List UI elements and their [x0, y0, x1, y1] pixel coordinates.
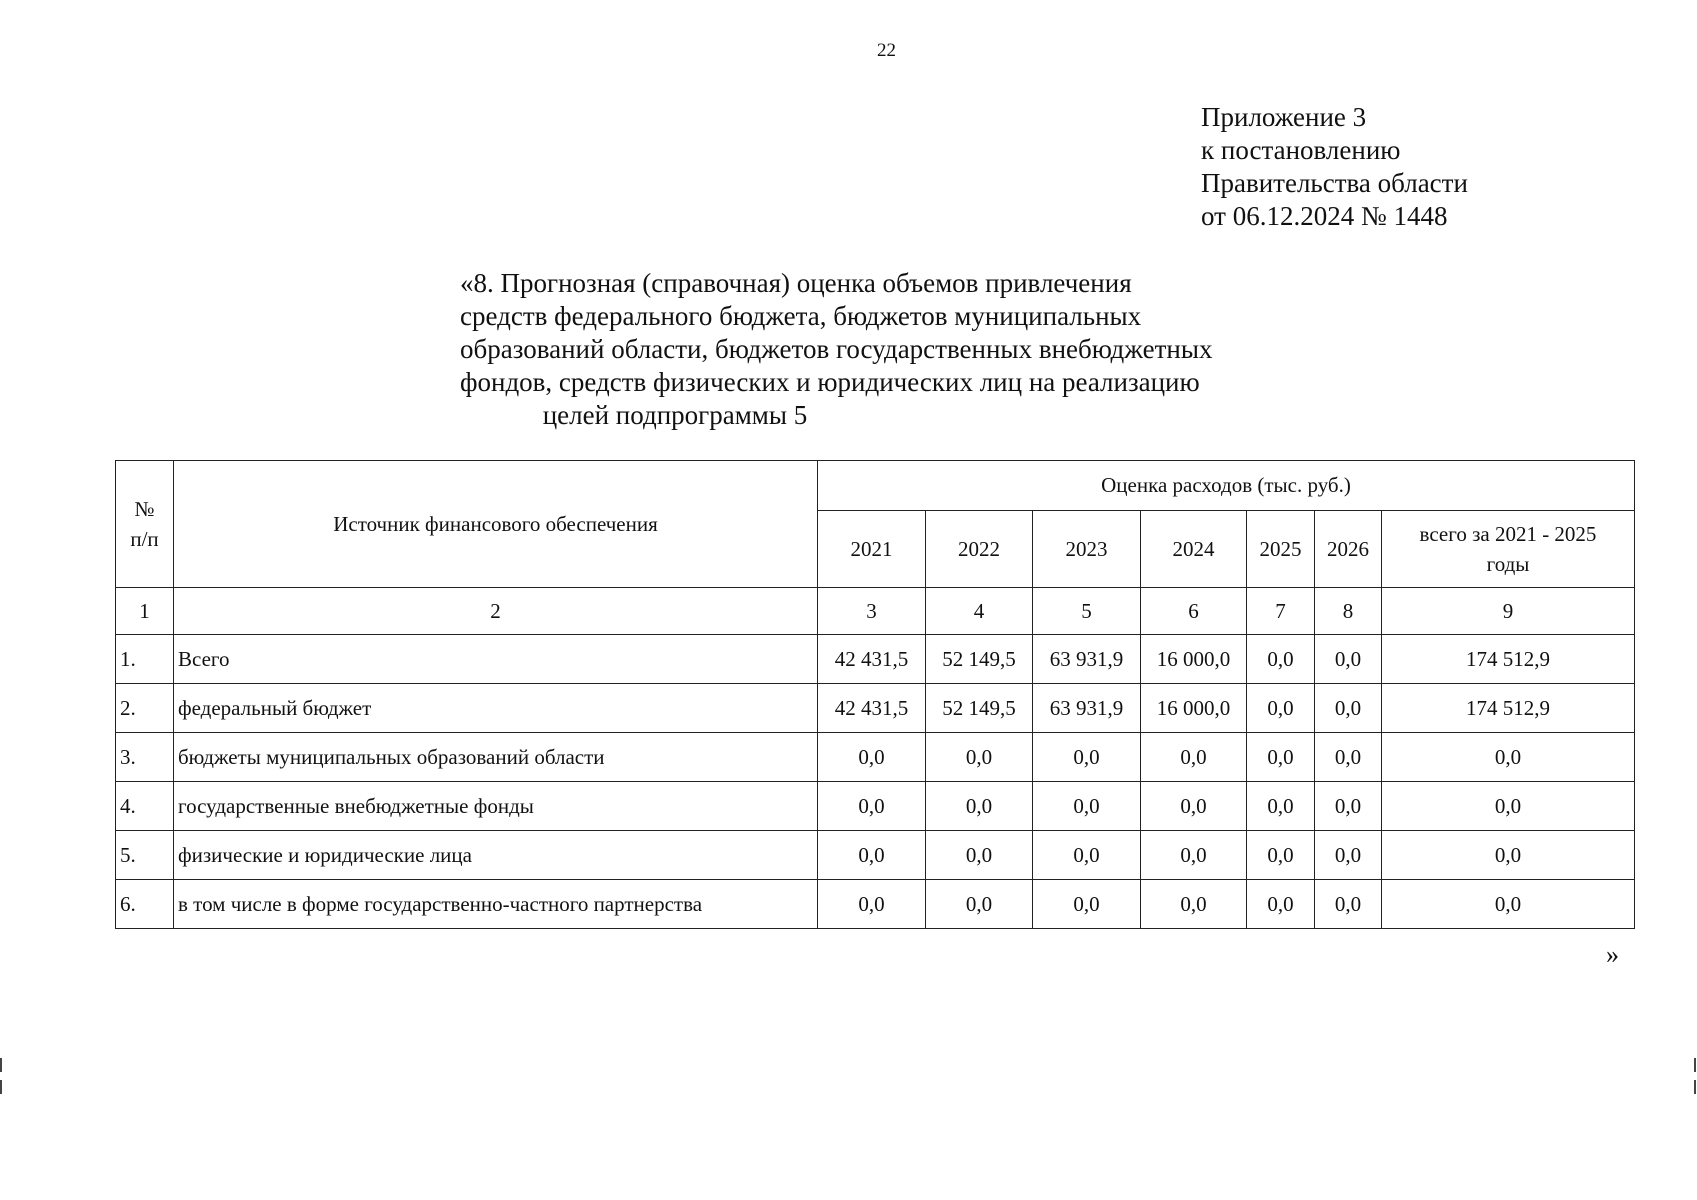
- row-number: 6.: [116, 880, 174, 929]
- value-cell: 0,0: [1033, 831, 1141, 880]
- row-number: 5.: [116, 831, 174, 880]
- header-year: 2023: [1033, 511, 1141, 588]
- value-cell: 0,0: [1315, 733, 1382, 782]
- value-cell: 0,0: [1315, 880, 1382, 929]
- value-cell: 0,0: [818, 880, 926, 929]
- header-year: 2022: [926, 511, 1033, 588]
- value-cell: 16 000,0: [1141, 635, 1247, 684]
- value-cell: 63 931,9: [1033, 684, 1141, 733]
- header-source: Источник финансового обеспечения: [174, 461, 818, 588]
- value-cell: 63 931,9: [1033, 635, 1141, 684]
- value-cell: 0,0: [1315, 831, 1382, 880]
- value-cell: 0,0: [1315, 782, 1382, 831]
- funding-table: [115, 460, 1635, 929]
- header-row: [116, 461, 1635, 511]
- table-row: [116, 684, 1635, 733]
- value-cell: 0,0: [1141, 880, 1247, 929]
- column-index: 3: [818, 588, 926, 635]
- value-cell: 0,0: [1315, 684, 1382, 733]
- value-cell: 42 431,5: [818, 684, 926, 733]
- value-cell: 0,0: [1315, 635, 1382, 684]
- column-index: 9: [1382, 588, 1635, 635]
- appendix-header: [1201, 101, 1468, 233]
- value-cell: 42 431,5: [818, 635, 926, 684]
- title-line: фондов, средств физических и юридических лиц на реализацию: [460, 367, 1200, 397]
- value-cell: 0,0: [1033, 782, 1141, 831]
- value-cell: 0,0: [1141, 782, 1247, 831]
- value-cell: 0,0: [1033, 733, 1141, 782]
- value-cell: 0,0: [1247, 635, 1315, 684]
- scan-edge-mark: [1694, 1080, 1696, 1094]
- header-total: [1382, 511, 1635, 588]
- row-number: 2.: [116, 684, 174, 733]
- title-line: целей подпрограммы 5: [542, 400, 808, 430]
- document-title: [460, 267, 1213, 432]
- column-index: 2: [174, 588, 818, 635]
- value-cell: 0,0: [818, 782, 926, 831]
- header-number-abbr: п/п: [130, 527, 159, 551]
- scan-edge-mark: [0, 1080, 2, 1094]
- value-cell: 0,0: [1247, 733, 1315, 782]
- value-cell: 0,0: [818, 733, 926, 782]
- total-cell: 174 512,9: [1382, 635, 1635, 684]
- value-cell: 0,0: [1141, 831, 1247, 880]
- total-cell: 0,0: [1382, 880, 1635, 929]
- row-number: 4.: [116, 782, 174, 831]
- row-source: физические и юридические лица: [174, 831, 818, 880]
- value-cell: 0,0: [1247, 782, 1315, 831]
- closing-quote: »: [1606, 940, 1619, 969]
- row-source: государственные внебюджетные фонды: [174, 782, 818, 831]
- column-index: 8: [1315, 588, 1382, 635]
- scan-edge-mark: [0, 1058, 2, 1072]
- column-index: 4: [926, 588, 1033, 635]
- header-number: [116, 461, 174, 588]
- value-cell: 0,0: [926, 831, 1033, 880]
- value-cell: 52 149,5: [926, 684, 1033, 733]
- table-row: [116, 880, 1635, 929]
- title-line: средств федерального бюджета, бюджетов муниципальных: [460, 301, 1142, 331]
- table-row: [116, 635, 1635, 684]
- header-total-line: годы: [1486, 552, 1530, 576]
- column-index-row: [116, 588, 1635, 635]
- row-source: в том числе в форме государственно-частного партнерства: [174, 880, 818, 929]
- value-cell: 0,0: [926, 782, 1033, 831]
- header-year: 2025: [1247, 511, 1315, 588]
- column-index: 6: [1141, 588, 1247, 635]
- row-source: федеральный бюджет: [174, 684, 818, 733]
- header-year: 2026: [1315, 511, 1382, 588]
- column-index: 7: [1247, 588, 1315, 635]
- row-source: Всего: [174, 635, 818, 684]
- value-cell: 16 000,0: [1141, 684, 1247, 733]
- value-cell: 0,0: [1141, 733, 1247, 782]
- scan-edge-mark: [1694, 1058, 1696, 1072]
- value-cell: 0,0: [818, 831, 926, 880]
- total-cell: 0,0: [1382, 831, 1635, 880]
- appendix-line: от 06.12.2024 № 1448: [1201, 201, 1448, 231]
- header-year: 2024: [1141, 511, 1247, 588]
- column-index: 1: [116, 588, 174, 635]
- page-number: 22: [877, 40, 896, 61]
- value-cell: 0,0: [1033, 880, 1141, 929]
- header-total-line: всего за 2021 - 2025: [1419, 522, 1597, 546]
- table-row: [116, 831, 1635, 880]
- title-line: образований области, бюджетов государственных внебюджетных: [460, 334, 1213, 364]
- header-year: 2021: [818, 511, 926, 588]
- value-cell: 0,0: [926, 733, 1033, 782]
- value-cell: 0,0: [1247, 831, 1315, 880]
- row-number: 1.: [116, 635, 174, 684]
- row-source: бюджеты муниципальных образований области: [174, 733, 818, 782]
- value-cell: 0,0: [1247, 684, 1315, 733]
- header-estimate: Оценка расходов (тыс. руб.): [818, 461, 1635, 511]
- column-index: 5: [1033, 588, 1141, 635]
- appendix-line: к постановлению: [1201, 135, 1401, 165]
- row-number: 3.: [116, 733, 174, 782]
- value-cell: 52 149,5: [926, 635, 1033, 684]
- value-cell: 0,0: [1247, 880, 1315, 929]
- appendix-line: Правительства области: [1201, 168, 1468, 198]
- total-cell: 0,0: [1382, 782, 1635, 831]
- appendix-line: Приложение 3: [1201, 102, 1367, 132]
- total-cell: 0,0: [1382, 733, 1635, 782]
- total-cell: 174 512,9: [1382, 684, 1635, 733]
- table-row: [116, 733, 1635, 782]
- header-number-symbol: №: [134, 497, 155, 521]
- value-cell: 0,0: [926, 880, 1033, 929]
- table-row: [116, 782, 1635, 831]
- title-line: «8. Прогнозная (справочная) оценка объемов привлечения: [460, 268, 1132, 298]
